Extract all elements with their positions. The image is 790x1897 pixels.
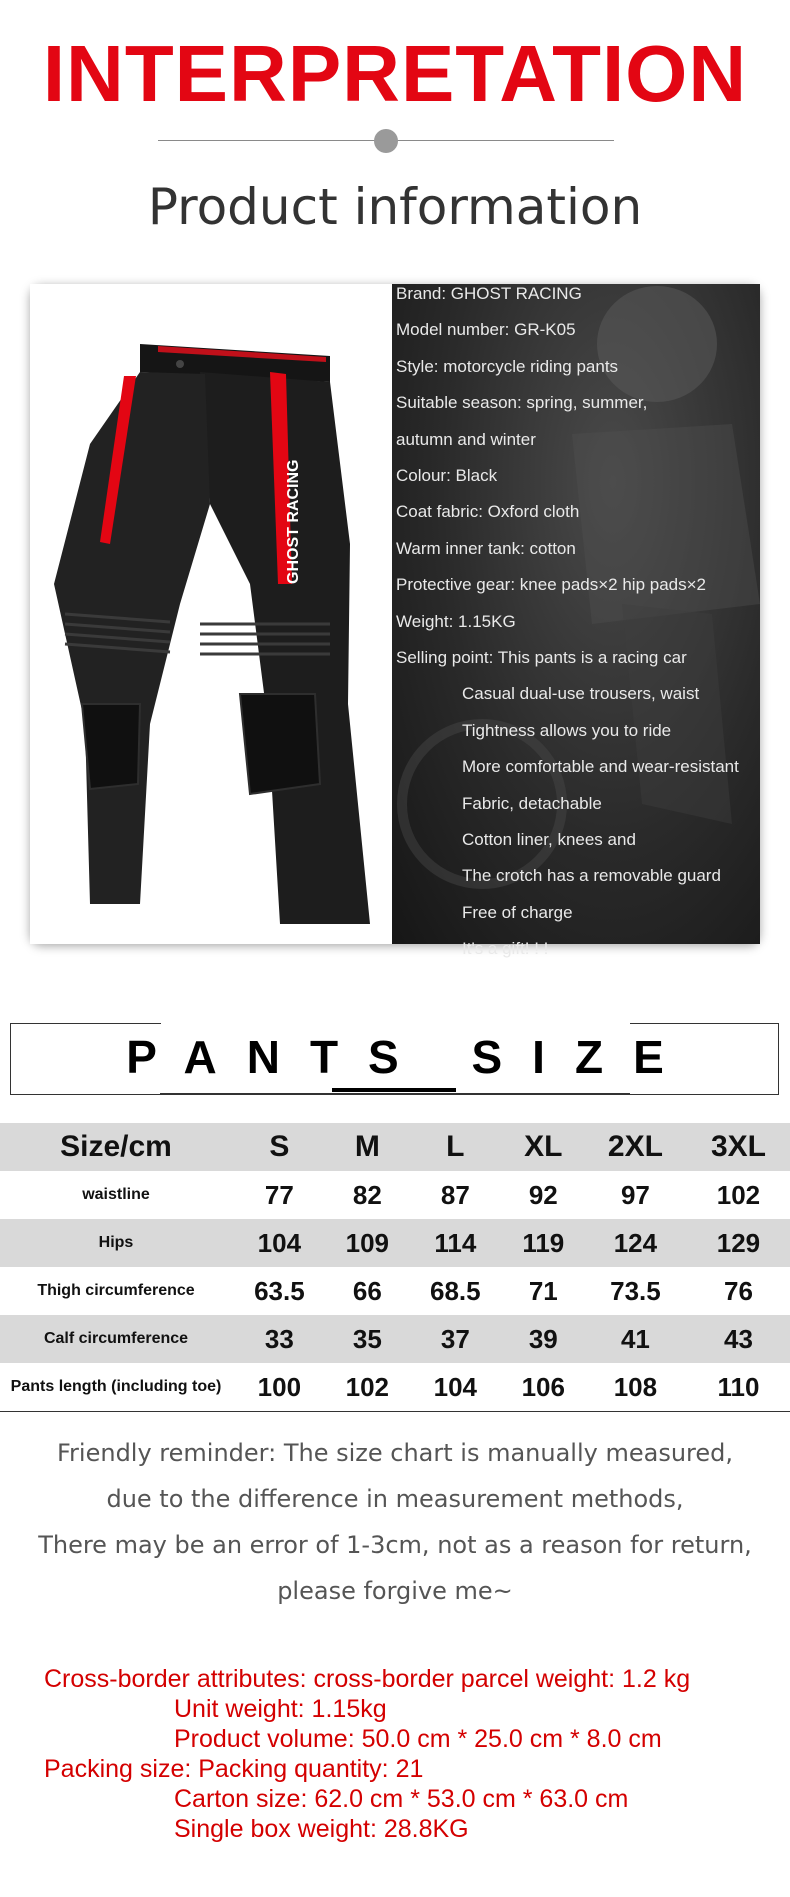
reminder-line: There may be an error of 1-3cm, not as a reason for return, <box>38 1531 752 1559</box>
selling-point-line: Free of charge <box>462 902 573 922</box>
selling-point-line: The crotch has a removable guard <box>462 866 721 886</box>
size-title-underline <box>332 1088 456 1092</box>
measurement-value: 108 <box>584 1363 687 1412</box>
selling-point-line: Tightness allows you to ride <box>462 720 672 740</box>
attribute-line: Single box weight: 28.8KG <box>174 1815 469 1843</box>
reminder-line: please forgive me~ <box>277 1577 513 1605</box>
product-info-line: Warm inner tank: cotton <box>396 538 576 558</box>
product-info-line: Protective gear: knee pads×2 hip pads×2 <box>396 575 706 595</box>
product-info-line: Style: motorcycle riding pants <box>396 356 619 376</box>
measurement-value: 102 <box>716 1179 761 1210</box>
size-table-row <box>0 1315 790 1363</box>
reminder-line: due to the difference in measurement methods, <box>106 1485 684 1513</box>
attribute-line: Product volume: 50.0 cm * 25.0 cm * 8.0 cm <box>174 1725 662 1753</box>
measurement-value: 110 <box>687 1363 790 1412</box>
measurement-value: 104 <box>408 1363 503 1412</box>
size-frame-bottom <box>160 1093 630 1095</box>
measurement-value: 100 <box>232 1363 327 1412</box>
selling-point-line: Fabric, detachable <box>462 793 602 813</box>
product-info-panel <box>392 284 760 959</box>
measurement-label: waistline <box>82 1186 150 1203</box>
selling-point-line: Cotton liner, knees and <box>462 830 636 849</box>
pants-brand-text: GHOST RACING <box>285 459 302 584</box>
selling-point-line: Casual dual-use trousers, waist <box>462 684 700 704</box>
attribute-line: Carton size: 62.0 cm * 53.0 cm * 63.0 cm <box>174 1785 629 1813</box>
product-info-line: Brand: GHOST RACING <box>396 284 582 303</box>
measurement-value: 71 <box>528 1275 558 1306</box>
pants-illustration <box>30 284 392 944</box>
size-label-header: S <box>232 1123 327 1171</box>
measurement-value: 39 <box>503 1315 584 1363</box>
size-label-header: 3XL <box>687 1123 790 1171</box>
measurement-value: 102 <box>327 1363 408 1412</box>
measurement-value: 73.5 <box>610 1275 661 1306</box>
measurement-value: 114 <box>408 1219 503 1267</box>
measurement-value: 43 <box>687 1315 790 1363</box>
measurement-value: 119 <box>503 1219 584 1267</box>
measurement-value: 124 <box>584 1219 687 1267</box>
measurement-value: 63.5 <box>254 1275 305 1306</box>
measurement-value: 66 <box>352 1275 382 1306</box>
section-subtitle: Product information <box>147 178 643 236</box>
size-label-header: M <box>327 1123 408 1171</box>
attribute-line: Cross-border attributes: cross-border parcel weight: 1.2 kg <box>44 1665 691 1693</box>
selling-point-line: It's a gift! ! ! <box>462 939 549 959</box>
page-title: INTERPRETATION <box>42 29 748 118</box>
product-info-line: Selling point: This pants is a racing car <box>396 648 687 667</box>
reminder-line: Friendly reminder: The size chart is manually measured, <box>57 1439 733 1467</box>
size-reminder <box>0 1430 790 1614</box>
measurement-value: 109 <box>327 1219 408 1267</box>
size-table-row <box>0 1219 790 1267</box>
size-table-row <box>0 1171 790 1219</box>
size-section-title: PANTS SIZE <box>126 1031 694 1083</box>
measurement-label: Pants length (including toe) <box>0 1363 232 1412</box>
product-info-line: autumn and winter <box>396 429 536 449</box>
measurement-value: 106 <box>503 1363 584 1412</box>
size-label-header: L <box>408 1123 503 1171</box>
measurement-value: 87 <box>440 1179 470 1210</box>
measurement-value: 37 <box>408 1315 503 1363</box>
measurement-value: 129 <box>687 1219 790 1267</box>
measurement-value: 41 <box>584 1315 687 1363</box>
product-card <box>30 284 760 959</box>
product-image <box>30 284 392 944</box>
measurement-value: 76 <box>724 1275 753 1306</box>
measurement-label: Calf circumference <box>0 1315 232 1363</box>
measurement-label: Thigh circumference <box>37 1282 195 1299</box>
size-column-header: Size/cm <box>0 1123 232 1171</box>
size-table-header-row <box>0 1123 790 1171</box>
measurement-value: 82 <box>352 1179 382 1210</box>
size-label-header: 2XL <box>584 1123 687 1171</box>
product-info-line: Model number: GR-K05 <box>396 320 576 340</box>
product-info-line: Suitable season: spring, summer, <box>396 393 648 413</box>
product-info-line: Coat fabric: Oxford cloth <box>396 502 580 522</box>
measurement-value: 104 <box>232 1219 327 1267</box>
size-label-header: XL <box>503 1123 584 1171</box>
selling-point-line: More comfortable and wear-resistant <box>462 757 739 777</box>
measurement-value: 35 <box>327 1315 408 1363</box>
attribute-line: Unit weight: 1.15kg <box>174 1695 387 1723</box>
cross-border-attributes <box>44 1664 690 1844</box>
attribute-line: Packing size: Packing quantity: 21 <box>44 1755 424 1783</box>
divider-dot <box>374 129 398 153</box>
measurement-value: 33 <box>232 1315 327 1363</box>
size-table-row <box>0 1363 790 1412</box>
measurement-label: Hips <box>0 1219 232 1267</box>
size-table <box>0 1123 790 1412</box>
size-table-row <box>0 1267 790 1315</box>
measurement-value: 77 <box>264 1179 294 1210</box>
measurement-value: 97 <box>620 1179 650 1210</box>
measurement-value: 68.5 <box>430 1275 481 1306</box>
product-info-line: Colour: Black <box>396 466 498 485</box>
measurement-value: 92 <box>528 1179 558 1210</box>
product-info-line: Weight: 1.15KG <box>396 611 516 631</box>
